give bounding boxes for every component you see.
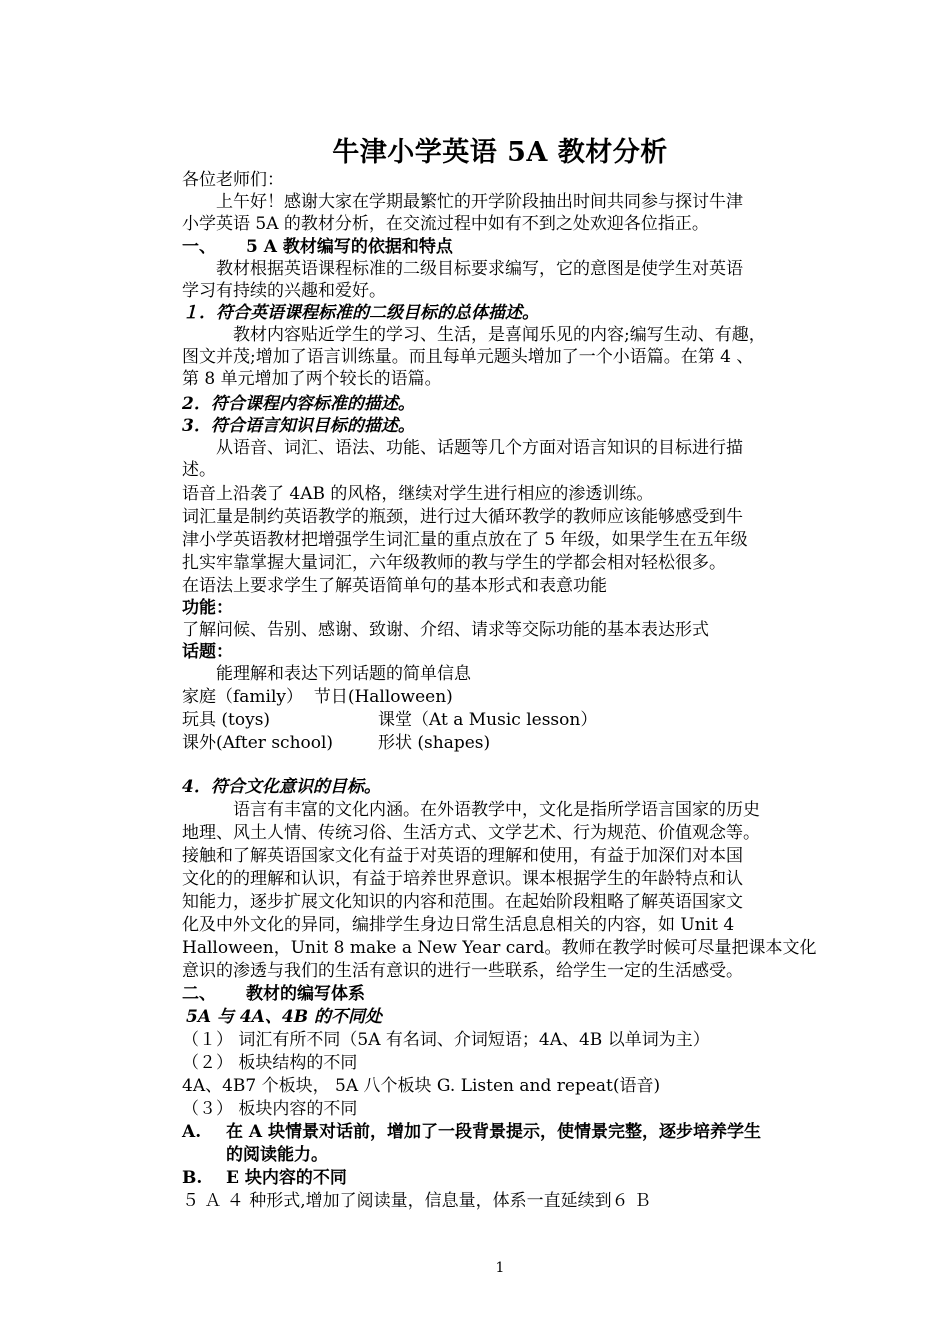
section-1-title: 5 A 教材编写的依据和特点	[246, 237, 453, 257]
topic-item: 家庭（family）	[182, 687, 304, 707]
sub-item-a	[182, 1121, 761, 1143]
p4-para-line-3: 接触和了解英语国家文化有益于对英语的理解和使用，有益于加深们对本国	[182, 846, 743, 866]
section-1-heading	[182, 236, 453, 258]
topic-item: 形状 (shapes)	[378, 733, 491, 753]
last-line: ５ Ａ ４ 种形式,增加了阅读量，信息量，体系一直延续到６ Ｂ	[182, 1191, 652, 1211]
point-1-heading: １．符合英语课程标准的二级目标的总体描述。	[182, 303, 539, 323]
diff-item-3: （３） 板块内容的不同	[182, 1099, 358, 1119]
sub-item-a-line-2: 的阅读能力。	[226, 1145, 328, 1165]
p4-para-line-8: 意识的渗透与我们的生活有意识的进行一些联系，给学生一定的生活感受。	[182, 961, 743, 981]
point-3-heading: 3．符合语言知识目标的描述。	[182, 416, 415, 436]
document-title: 牛津小学英语 5A 教材分析	[332, 137, 668, 168]
p1-para-line-2: 图文并茂;增加了语言训练量。而且每单元题头增加了一个小语篇。在第 4 、	[182, 347, 754, 367]
p1-para-line-1: 教材内容贴近学生的学习、生活，是喜闻乐见的内容;编写生动、有趣，	[182, 325, 766, 345]
point-4-heading: 4．符合文化意识的目标。	[182, 777, 381, 797]
topic-row	[182, 709, 597, 731]
sub-item-b-label: B.	[182, 1168, 203, 1188]
diff-heading: 5A 与 4A、4B 的不同处	[186, 1007, 382, 1027]
p4-para-line-4: 文化的的理解和认识，有益于培养世界意识。课本根据学生的年龄特点和认	[182, 869, 743, 889]
p3-para-line-1: 从语音、词汇、语法、功能、话题等几个方面对语言知识的目标进行描	[182, 438, 743, 458]
topic-item: 玩具 (toys)	[182, 710, 271, 730]
topic-row	[182, 732, 490, 754]
topic-intro: 能理解和表达下列话题的简单信息	[182, 664, 471, 684]
intro-line-2: 小学英语 5A 的教材分析，在交流过程中如有不到之处欢迎各位指正。	[182, 214, 709, 234]
section-2-heading	[182, 983, 365, 1005]
phonetics-text: 语音上沿袭了 4AB 的风格，继续对学生进行相应的渗透训练。	[182, 484, 654, 504]
diff-item-2: （２） 板块结构的不同	[182, 1053, 358, 1073]
section-2-title: 教材的编写体系	[246, 984, 365, 1004]
section-1-number: 一、	[182, 237, 216, 257]
section-2-number: 二、	[182, 984, 216, 1004]
intro-line-1: 上午好！感谢大家在学期最繁忙的开学阶段抽出时间共同参与探讨牛津	[182, 192, 743, 212]
vocab-line-1: 词汇量是制约英语教学的瓶颈，进行过大循环教学的教师应该能够感受到牛	[182, 507, 743, 527]
sub-item-a-line-1: 在 A 块情景对话前，增加了一段背景提示，使情景完整，逐步培养学生	[226, 1122, 762, 1142]
function-label: 功能：	[182, 598, 233, 618]
diff-item-2-text: 4A、4B7 个板块， 5A 八个板块 G. Listen and repeat(语音)	[182, 1076, 661, 1096]
p4-para-line-2: 地理、风土人情、传统习俗、生活方式、文学艺术、行为规范、价值观念等。	[182, 823, 760, 843]
function-text: 了解问候、告别、感谢、致谢、介绍、请求等交际功能的基本表达形式	[182, 620, 709, 640]
grammar-text: 在语法上要求学生了解英语简单句的基本形式和表意功能	[182, 576, 607, 596]
topic-item: 课堂（At a Music lesson）	[378, 710, 598, 730]
sub-item-b-text: E 块内容的不同	[226, 1168, 347, 1188]
p3-para-line-2: 述。	[182, 460, 216, 480]
p4-para-line-5: 知能力，逐步扩展文化知识的内容和范围。在起始阶段粗略了解英语国家文	[182, 892, 743, 912]
s1-para-line-2: 学习有持续的兴趣和爱好。	[182, 281, 386, 301]
greeting: 各位老师们：	[182, 170, 284, 190]
sub-item-b	[182, 1167, 347, 1189]
topic-item: 节日(Halloween)	[313, 687, 453, 707]
diff-item-1: （１） 词汇有所不同（5A 有名词、介词短语；4A、4B 以单词为主）	[182, 1030, 710, 1050]
topic-label: 话题：	[182, 642, 233, 662]
p4-para-line-6: 化及中外文化的异同，编排学生身边日常生活息息相关的内容，如 Unit 4	[182, 915, 735, 935]
vocab-line-2: 津小学英语教材把增强学生词汇量的重点放在了 5 年级，如果学生在五年级	[182, 530, 748, 550]
topic-item: 课外(After school)	[182, 733, 334, 753]
point-2-heading: 2．符合课程内容标准的描述。	[182, 394, 415, 414]
page-number: 1	[495, 1260, 505, 1276]
topic-row	[182, 686, 453, 708]
p4-para-line-1: 语言有丰富的文化内涵。在外语教学中，文化是指所学语言国家的历史	[182, 800, 760, 820]
s1-para-line-1: 教材根据英语课程标准的二级目标要求编写，它的意图是使学生对英语	[182, 259, 743, 279]
sub-item-a-label: A.	[182, 1122, 202, 1142]
p1-para-line-3: 第 8 单元增加了两个较长的语篇。	[182, 369, 442, 389]
p4-para-line-7: Halloween，Unit 8 make a New Year card。教师在教学时候可尽量把课本文化	[182, 938, 817, 958]
vocab-line-3: 扎实牢靠掌握大量词汇，六年级教师的教与学生的学都会相对轻松很多。	[182, 553, 726, 573]
